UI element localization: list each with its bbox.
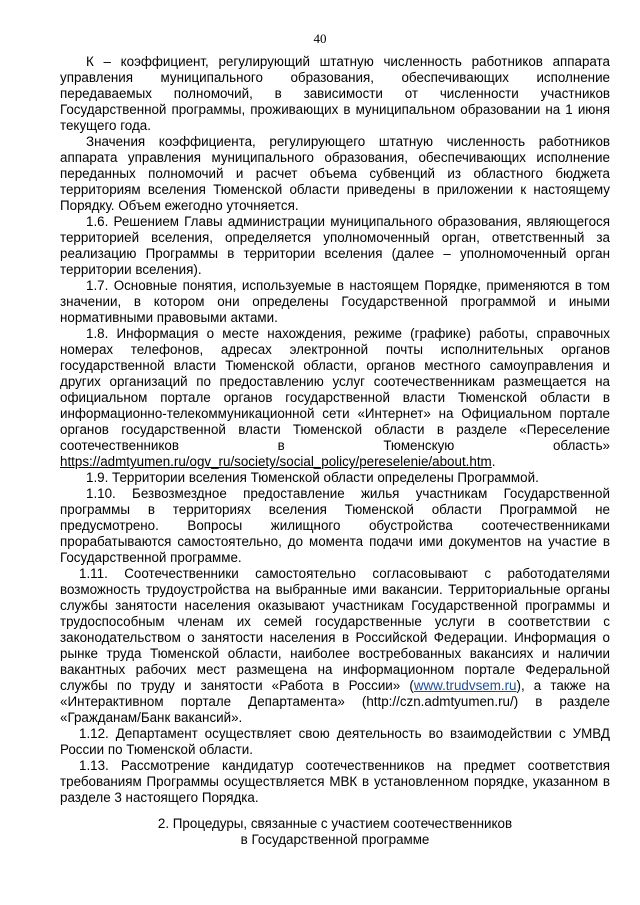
paragraph-k-coefficient: К – коэффициент, регулирующий штатную численность работников аппарата управления муниципального образования, обеспечивающих исполнение передаваемых полномочий, в зависимости от численности участников Государственной программы, проживающих в муниципальном образовании на 1 июня текущего года. [60, 54, 610, 133]
paragraph-1-11-text-b: ), а также на «Интерактивном портале Департамента» (http://czn.admtyumen.ru/) в разделе «Гражданам/Банк вакансий». [60, 678, 611, 725]
paragraph-1-8-text: 1.8. Информация о месте нахождения, режиме (графике) работы, справочных номерах телефонов, адресах электронной почты исполнительных органов государственной власти Тюменской области, органов местного самоуправления и других организаций по предоставлению услуг соотечественникам размещается на официальном портале органов государственной власти Тюменской области в информационно-телекоммуникационной сети «Интернет» на Официальном портале органов государственной власти Тюменской области в разделе «Переселение соотечественников в Тюменскую область» [60, 326, 610, 453]
paragraph-1-6: 1.6. Решением Главы администрации муниципального образования, являющегося территорией вселения, определяется уполномоченный орган, ответственный за реализацию Программы в территории вселения (далее – уполномоченный орган территории вселения). [60, 214, 610, 277]
paragraph-1-11 [60, 566, 610, 726]
section-heading-line-1: 2. Процедуры, связанные с участием соотечественников [157, 816, 513, 831]
paragraph-1-11-text-a: 1.11. Соотечественники самостоятельно согласовывают с работодателями возможность трудоустройства на выбранные ими вакансии. Территориальные органы службы занятости населения оказывают участникам Государственной программы и трудоспособным членам их семей государственные услуги в соответствии с законодательством о занятости населения в Российской Федерации. Информация о рынке труда Тюменской области, наиболее востребованных вакансиях и наличии вакантных рабочих мест размещена на информационном портале Федеральной службы по труду и занятости «Работа в России» ( [60, 566, 610, 693]
section-heading-line-2: в Государственной программе [240, 832, 430, 847]
paragraph-1-9: 1.9. Территории вселения Тюменской области определены Программой. [86, 470, 539, 485]
paragraph-1-8-end: . [491, 454, 496, 469]
paragraph-1-13: 1.13. Рассмотрение кандидатур соотечественников на предмет соответствия требованиям Программы осуществляется МВК в установленном порядке, указанном в разделе 3 настоящего Порядка. [60, 758, 610, 805]
paragraph-k-values: Значения коэффициента, регулирующего штатную численность работников аппарата управления муниципального образования, обеспечивающих исполнение переданных полномочий и расчет объема субвенций из областного бюджета территориям вселения Тюменской области приведены в приложении к настоящему Порядку. Объем ежегодно уточняется. [60, 134, 610, 213]
paragraph-1-12: 1.12. Департамент осуществляет свою деятельность во взаимодействии с УМВД России по Тюменской области. [60, 726, 610, 757]
paragraph-1-7: 1.7. Основные понятия, используемые в настоящем Порядке, применяются в том значении, в котором они определены Государственной программой и иными нормативными правовыми актами. [60, 278, 610, 325]
document-body [60, 54, 610, 848]
paragraph-1-10: 1.10. Безвозмездное предоставление жилья участникам Государственной программы в территориях вселения Тюменской области Программой не предусмотрено. Вопросы жилищного обустройства соотечественниками прорабатываются самостоятельно, до момента подачи ими документов на участие в Государственной программе. [60, 486, 610, 565]
resettlement-portal-link[interactable]: https://admtyumen.ru/ogv_ru/society/social_policy/pereselenie/about.htm [60, 454, 492, 469]
paragraph-1-8 [60, 326, 610, 470]
page-number: 40 [313, 31, 327, 46]
trudvsem-link[interactable]: www.trudvsem.ru [413, 678, 517, 693]
